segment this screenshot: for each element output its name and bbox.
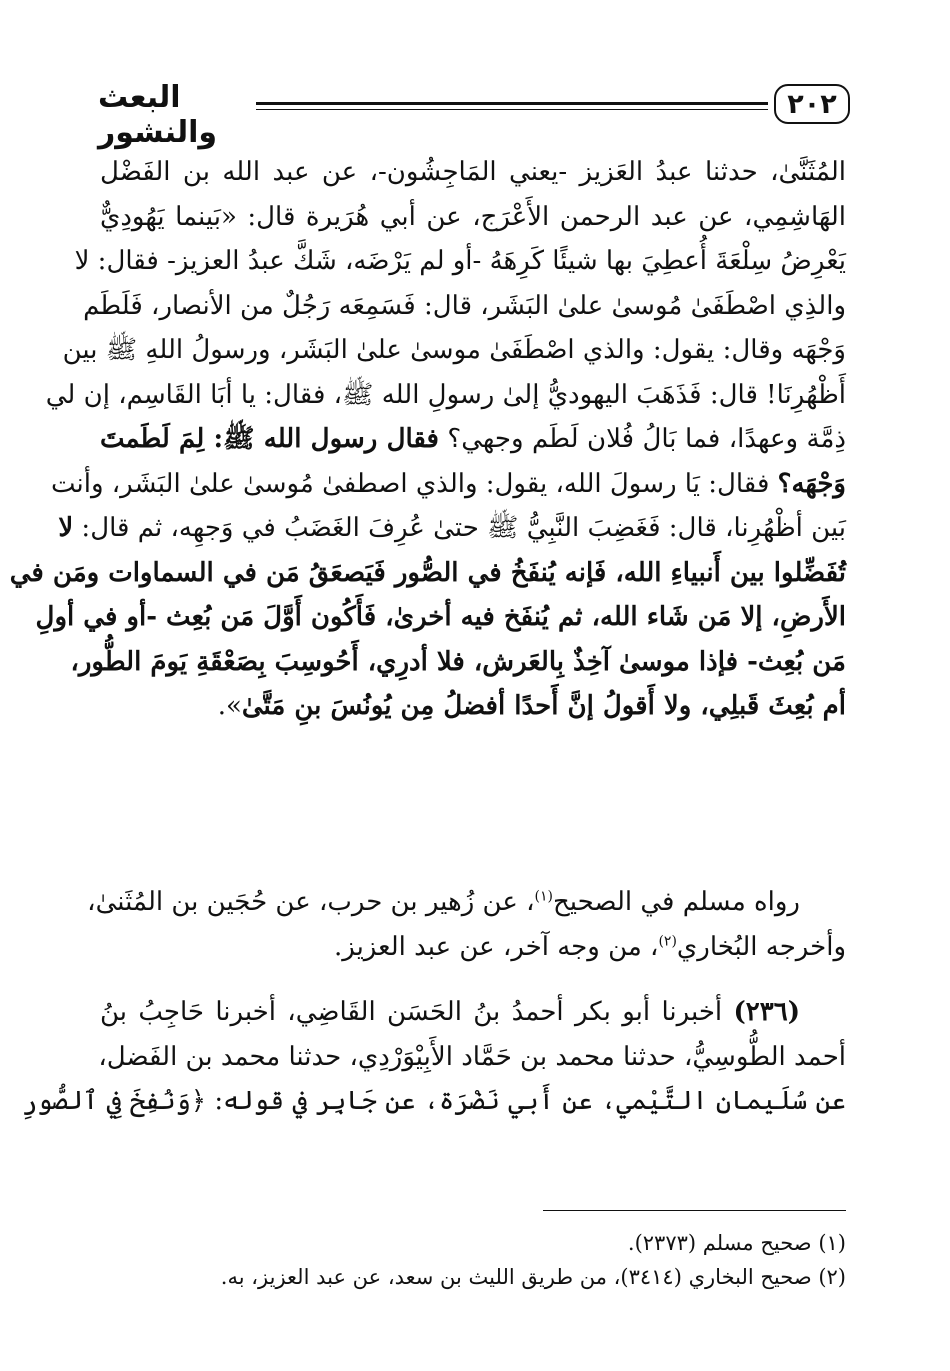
footnote-2: (٢) صحيح البخاري (٣٤١٤)، من طريق الليث بن سعد، عن عبد العزيز، به. [220,1265,846,1289]
text-segment: أخبرنا أبو بكر أحمدُ بنُ الحَسَن القَاضِي، أخبرنا حَاجِبُ بنُ [100,997,734,1027]
footnotes [100,1226,846,1294]
takhrij-paragraph [87,880,846,969]
text-segment: بَين أظْهُرِنا، قال: فَغَضِبَ النَّبِيُّ ﷺ حتىٰ عُرِفَ الغَضَبُ في وَجهِه، ثم قال: [73,513,846,543]
text-line: المُثَنَّىٰ، حدثنا عبدُ العَزيز -يعني المَاجِشُون-، عن عبد الله بن الفَضْل [100,157,846,187]
text-line: مَن بُعِث- فإذا موسىٰ آخِذٌ بِالعَرش، فلا أدرِي، أَحُوسِبَ بِصَعْقَةِ يَومَ الطُّور، [70,646,846,677]
bold-segment: وَجْهَه؟ [777,468,846,499]
text-segment: ، عن زُهير بن حرب، عن حُجَين بن المُثَنىٰ، [87,887,535,917]
text-line [100,990,846,1035]
text-line [100,684,846,729]
text-segment: فقال: يَا رسولَ الله، يقول: والذي اصطفىٰ مُوسىٰ علىٰ البَشَر، وأنت [50,468,778,499]
main-text [9,150,846,729]
text-line [87,880,846,925]
text-line: تُفَضِّلوا بين أَنبياءِ الله، فَإنه يُنفَخُ في الصُّور فَيَصعَقُ مَن في السماوات ومَن في [9,557,846,588]
text-line [58,506,846,551]
header-rule [256,102,768,105]
text-line: عن سُلَيمان التَّيْمي، عن أَبي نَضْرَة، عن جَابِر في قوله: ﴿وَنُفِخَ فِي ٱلصُّورِ [22,1086,846,1116]
page-header [98,78,850,150]
text-segment: وأخرجه البُخاري [676,931,846,962]
text-line [50,462,846,507]
text-segment: ». [217,691,242,721]
footnote-separator [543,1210,846,1211]
text-line [100,417,846,462]
footnote-ref-1[interactable]: (١) [534,888,553,905]
text-line: أحمد الطُّوسِيُّ، حدثنا محمد بن حَمَّاد الأَبِيْوَرْدِي، حدثنا محمد بن الفَضل، [98,1041,846,1072]
text-line: الهَاشِمِي، عن عبد الرحمن الأَعْرَج، عن أبي هُرَيرة قال: «بَينما يَهُودِيٌّ [100,201,846,232]
bold-segment: لا [58,513,74,543]
bold-segment: أم بُعِثَ قَبلِي، ولا أَقولُ إنَّ أَحدًا أفضلُ مِن يُونُسَ بنِ مَتَّىٰ [241,691,846,721]
hadith-number: (٢٣٦) [733,997,800,1027]
text-line: الأَرضِ، إلا مَن شَاء الله، ثم يُنفَخ فيه أخرىٰ، فَأَكُون أَوَّلَ مَن بُعِث -أو في أولِ [35,602,846,632]
bold-segment: فقال رسول الله ﷺ: لِمَ لَطَمتَ [100,424,439,454]
text-segment: ذِمَّة وعهدًا، فما بَالُ فُلان لَطَم وجهي؟ [438,424,846,454]
text-segment: ، من وجه آخر، عن عبد العزيز. [333,931,659,962]
header-rule-thin [256,109,768,110]
text-line [100,925,846,970]
text-line: والذِي اصْطَفَىٰ مُوسىٰ علىٰ البَشَر، قال: فَسَمِعَه رَجُلٌ من الأنصار، فَلَطَم [83,290,846,321]
running-title: البعث والنشور [98,80,218,150]
page-number: ٢٠٢ [774,84,850,124]
text-segment: رواه مسلم في الصحيح [553,887,800,917]
hadith-236-paragraph [22,990,846,1124]
footnote-1: (١) صحيح مسلم (٢٣٧٣). [627,1231,846,1255]
text-line: وَجْهَه وقال: يقول: والذي اصْطَفَىٰ موسىٰ علىٰ البَشَر، ورسولُ اللهِ ﷺ بين [62,335,846,365]
text-line: يَعْرِضُ سِلْعَةَ أُعطِيَ بها شيئًا كَرِهَهُ -أو لم يَرْضَه، شَكَّ عبدُ العزيز- فقال: لا [74,246,846,276]
text-line: أَظْهُرِنَا! قال: فَذَهَبَ اليهوديُّ إلىٰ رسولِ الله ﷺ، فقال: يا أبَا القَاسِم، إن لي [45,379,846,410]
footnote-ref-2[interactable]: (٢) [658,932,677,949]
hadith-paragraph [9,150,846,729]
